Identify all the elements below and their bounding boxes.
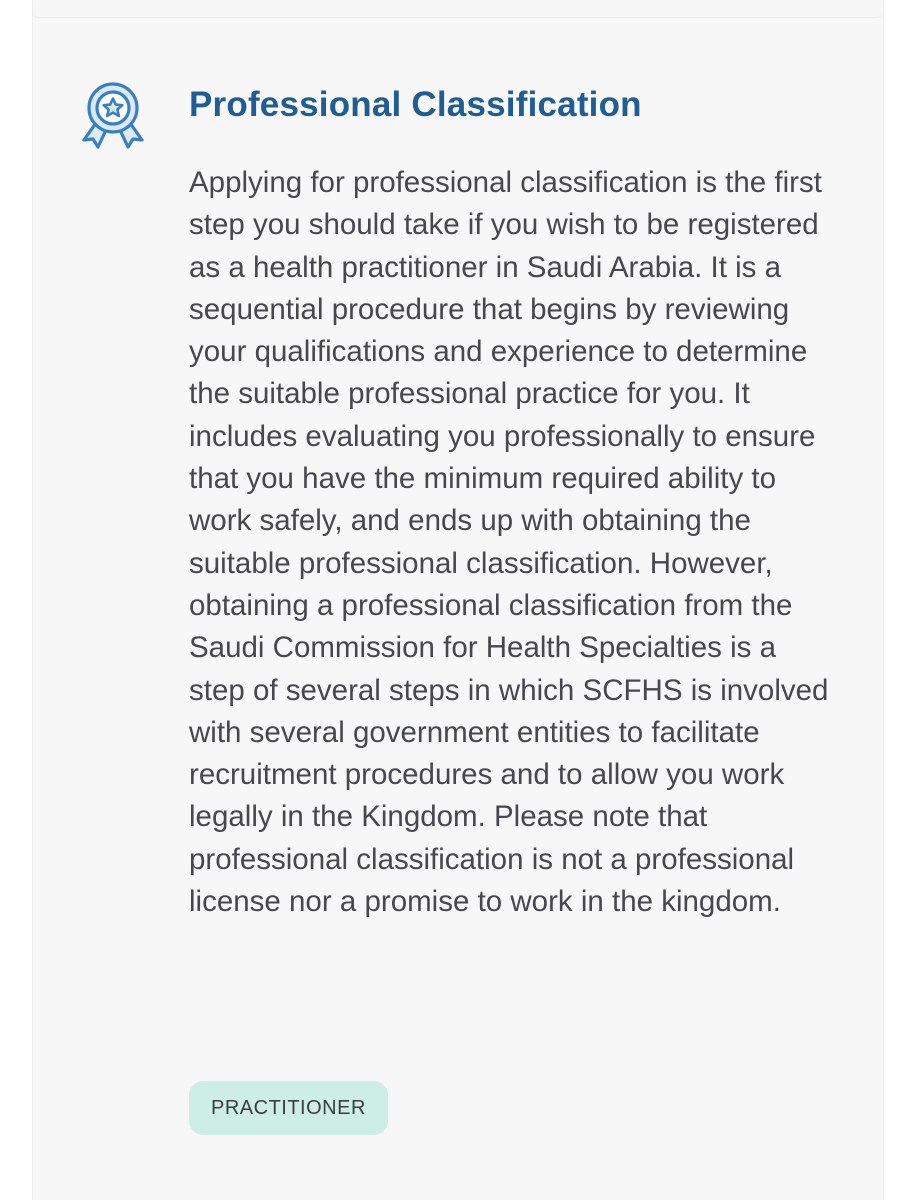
previous-card-edge	[33, 0, 883, 18]
category-tag[interactable]: PRACTITIONER	[189, 1081, 388, 1135]
card-description: Applying for professional classification is the first step you should take if you wish to be registered as a health practitioner in Saudi Arabia. It is a sequential procedure that begins by reviewing your qualifications and experience to determine the suitable professional practice for you. It includes evaluating you professionally to ensure that you have the minimum required ability to work safely, and ends up with obtaining the suitable professional classification. However, obtaining a professional classification from the Saudi Commission for Health Specialties is a step of several steps in which SCFHS is involved with several government entities to facilitate recruitment procedures and to allow you work legally in the Kingdom. Please note that professional classification is not a professional license nor a promise to work in the kingdom.	[189, 166, 829, 919]
card-title: Professional Classification	[189, 85, 642, 124]
service-card[interactable]	[32, 0, 884, 1200]
award-badge-icon	[78, 80, 148, 150]
